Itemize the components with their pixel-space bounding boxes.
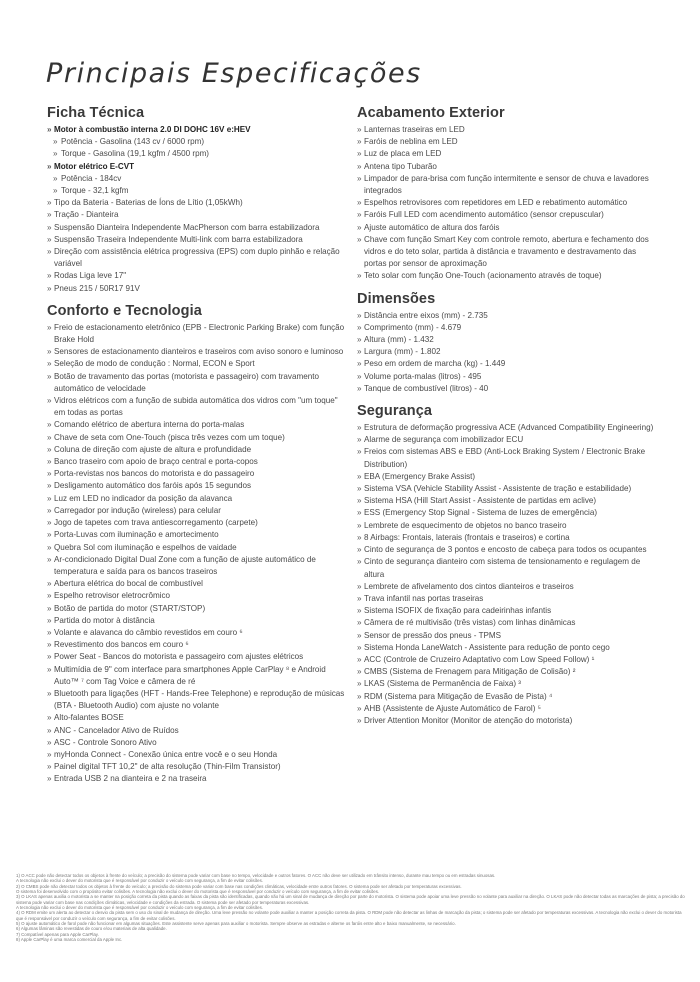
spec-item: » Faróis de neblina em LED	[357, 136, 657, 148]
spec-item: » Cinto de segurança dianteiro com sistema de tensionamento e regulagem de altura	[357, 556, 657, 580]
footnote-line: 2) O CMBS pode não detectar todos os objetos à frente do veículo; a precisão do sistema pode variar com base nas condições climáticas, velocidade entre outros fatores. O sistema pode ser afetado por temperaturas excessivas.	[16, 883, 462, 889]
spec-item: » Carregador por indução (wireless) para celular	[47, 505, 347, 517]
spec-item: » Potência - Gasolina (143 cv / 6000 rpm)	[47, 136, 347, 148]
spec-item: » Potência - 184cv	[47, 173, 347, 185]
spec-item: » Comando elétrico de abertura interna do porta-malas	[47, 419, 347, 431]
spec-item: » Volante e alavanca do câmbio revestidos em couro ⁶	[47, 627, 347, 639]
spec-item: » ESS (Emergency Stop Signal - Sistema de luzes de emergência)	[357, 507, 657, 519]
spec-item: » Chave de seta com One-Touch (pisca três vezes com um toque)	[47, 432, 347, 444]
spec-item: » AHB (Assistente de Ajuste Automático de Farol) ⁵	[357, 703, 657, 715]
spec-item: » Direção com assistência elétrica progressiva (EPS) com duplo pinhão e relação variável	[47, 246, 347, 270]
spec-item: » Sistema ISOFIX de fixação para cadeirinhas infantis	[357, 605, 657, 617]
spec-item: » Freio de estacionamento eletrônico (EPB - Electronic Parking Brake) com função Brake Hold	[47, 322, 347, 346]
spec-item: » Alto-falantes BOSE	[47, 712, 347, 724]
footnote-line: 1) O ACC pode não detectar todos os objetos à frente do veículo; a precisão do sistema pode variar com base no tempo, velocidade e outros fatores. O ACC não deve ser utilizado em trânsito intenso, durante mau tempo ou em estradas sinuosas.	[16, 873, 496, 878]
spec-item: » Sensor de pressão dos pneus - TPMS	[357, 630, 657, 642]
spec-item: » Antena tipo Tubarão	[357, 161, 657, 173]
spec-item: » Power Seat - Bancos do motorista e passageiro com ajustes elétricos	[47, 651, 347, 663]
spec-item: » Motor à combustão interna 2.0 DI DOHC 16V e:HEV	[47, 124, 347, 136]
spec-item: » Motor elétrico E-CVT	[47, 161, 347, 173]
footnote-line: A tecnologia não exclui o dever do motorista que é responsável por conduzir o veículo com segurança, a fim de evitar colisões.	[16, 878, 263, 884]
spec-item: » Altura (mm) - 1.432	[357, 334, 657, 346]
spec-item: » CMBS (Sistema de Frenagem para Mitigação de Colisão) ²	[357, 666, 657, 678]
spec-item: » Teto solar com função One-Touch (acionamento através de toque)	[357, 270, 657, 282]
spec-item: » Largura (mm) - 1.802	[357, 346, 657, 358]
right-column	[357, 104, 657, 727]
spec-item: » Suspensão Dianteira Independente MacPherson com barra estabilizadora	[47, 222, 347, 234]
spec-item: » Luz de placa em LED	[357, 148, 657, 160]
spec-item: » Pneus 215 / 50R17 91V	[47, 283, 347, 295]
section-dimensoes	[357, 290, 657, 395]
footnote-line: 4) O RDM emite um alerta ao detectar o desvio da pista sem o uso do sinal de mudança de direção. Uma leve pressão no volante pode auxiliar a manter a posição correta da pista. O RDM pode não detectar as linhas de marcação da pista; o sistema pode ser afetado por temperaturas excessivas. A tecnologia não exclui o dever do motorista que é responsável por conduzir o veículo com segurança, a fim de evitar colisões.	[16, 910, 682, 921]
spec-item: » Coluna de direção com ajuste de altura e profundidade	[47, 444, 347, 456]
spec-item: » Botão de travamento das portas (motorista e passageiro) com travamento automático de velocidade	[47, 371, 347, 395]
spec-item: » Multimídia de 9" com interface para smartphones Apple CarPlay ⁸ e Android Auto™ ⁷ com Tag Voice e câmera de ré	[47, 664, 347, 688]
footnote-line: 7) Compatível apenas para Apple CarPlay.	[16, 931, 99, 937]
spec-item: » Suspensão Traseira Independente Multi-link com barra estabilizadora	[47, 234, 347, 246]
section-ficha-tecnica	[47, 104, 347, 295]
spec-item: » Sistema Honda LaneWatch - Assistente para redução de ponto cego	[357, 642, 657, 654]
spec-list	[357, 124, 657, 283]
spec-item: » Sistema VSA (Vehicle Stability Assist - Assistente de tração e estabilidade)	[357, 483, 657, 495]
section-title: Ficha Técnica	[47, 105, 145, 121]
spec-item: » Seleção de modo de condução : Normal, ECON e Sport	[47, 358, 347, 370]
spec-item: » Lembrete de afivelamento dos cintos dianteiros e traseiros	[357, 581, 657, 593]
spec-item: » Revestimento dos bancos em couro ⁶	[47, 639, 347, 651]
spec-item: » Driver Attention Monitor (Monitor de atenção do motorista)	[357, 715, 657, 727]
spec-item: » Sensores de estacionamento dianteiros e traseiros com aviso sonoro e luminoso	[47, 346, 347, 358]
footnote-line: A tecnologia não exclui o dever do motorista que é responsável por conduzir o veículo com segurança, a fim de evitar colisões.	[16, 905, 263, 911]
spec-item: » Bluetooth para ligações (HFT - Hands-Free Telephone) e reprodução de músicas (BTA - Bluetooth Audio) com ajuste no volante	[47, 688, 347, 712]
spec-item: » Torque - Gasolina (19,1 kgfm / 4500 rpm)	[47, 148, 347, 160]
spec-item: » 8 Airbags: Frontais, laterais (frontais e traseiros) e cortina	[357, 532, 657, 544]
spec-item: » Freios com sistemas ABS e EBD (Anti-Lock Braking System / Electronic Brake Distribution)	[357, 446, 657, 470]
spec-item: » Rodas Liga leve 17"	[47, 270, 347, 282]
spec-item: » Lanternas traseiras em LED	[357, 124, 657, 136]
spec-item: » Limpador de para-brisa com função intermitente e sensor de chuva e lavadores integrados	[357, 173, 657, 197]
section-conforto-e-tecnologia	[47, 302, 347, 786]
section-title: Acabamento Exterior	[357, 105, 505, 121]
spec-item: » Desligamento automático dos faróis após 15 segundos	[47, 480, 347, 492]
spec-item: » Tanque de combustível (litros) - 40	[357, 383, 657, 395]
spec-list	[357, 422, 657, 727]
spec-item: » Volume porta-malas (litros) - 495	[357, 371, 657, 383]
spec-item: » Comprimento (mm) - 4.679	[357, 322, 657, 334]
spec-item: » Chave com função Smart Key com controle remoto, abertura e fechamento dos vidros e do teto solar, partida à distância e travamento e destravamento das portas por sensor de aproximação	[357, 234, 657, 271]
spec-item: » Peso em ordem de marcha (kg) - 1.449	[357, 358, 657, 370]
spec-item: » Vidros elétricos com a função de subida automática dos vidros com "um toque" em todas as portas	[47, 395, 347, 419]
spec-item: » Distância entre eixos (mm) - 2.735	[357, 310, 657, 322]
section-title: Segurança	[357, 403, 433, 420]
spec-item: » Jogo de tapetes com trava antiescorregamento (carpete)	[47, 517, 347, 529]
spec-list	[357, 310, 657, 395]
footnote-line: 8) Apple CarPlay é uma marca comercial da Apple Inc.	[16, 937, 123, 943]
spec-item: » Ajuste automático de altura dos faróis	[357, 222, 657, 234]
section-acabamento-exterior	[357, 104, 657, 283]
spec-item: » Câmera de ré multivisão (três vistas) com linhas dinâmicas	[357, 617, 657, 629]
spec-item: » ACC (Controle de Cruzeiro Adaptativo com Low Speed Follow) ¹	[357, 654, 657, 666]
spec-item: » Espelhos retrovisores com repetidores em LED e rebatimento automático	[357, 197, 657, 209]
spec-item: » Abertura elétrica do bocal de combustível	[47, 578, 347, 590]
spec-item: » Ar-condicionado Digital Dual Zone com a função de ajuste automático de temperatura e saída para os bancos traseiros	[47, 554, 347, 578]
spec-item: » Painel digital TFT 10,2" de alta resolução (Thin-Film Transistor)	[47, 761, 347, 773]
spec-item: » Botão de partida do motor (START/STOP)	[47, 603, 347, 615]
section-seguranca	[357, 402, 657, 727]
spec-item: » Alarme de segurança com imobilizador ECU	[357, 434, 657, 446]
left-column	[47, 104, 347, 786]
spec-item: » Tração - Dianteira	[47, 209, 347, 221]
spec-item: » Sistema HSA (Hill Start Assist - Assistente de partidas em aclive)	[357, 495, 657, 507]
section-title: Conforto e Tecnologia	[47, 302, 202, 319]
spec-item: » Torque - 32,1 kgfm	[47, 185, 347, 197]
spec-item: » Espelho retrovisor eletrocrômico	[47, 590, 347, 602]
spec-item: » Trava infantil nas portas traseiras	[357, 593, 657, 605]
page-title: Principais Especificações	[46, 58, 422, 90]
footnotes	[16, 873, 688, 942]
spec-item: » Faróis Full LED com acendimento automático (sensor crepuscular)	[357, 209, 657, 221]
spec-item: » EBA (Emergency Brake Assist)	[357, 471, 657, 483]
spec-item: » Tipo da Bateria - Baterias de Íons de Lítio (1,05kWh)	[47, 197, 347, 209]
section-title: Dimensões	[357, 290, 436, 307]
spec-item: » Estrutura de deformação progressiva ACE (Advanced Compatibility Engineering)	[357, 422, 657, 434]
spec-list	[47, 124, 347, 295]
spec-list	[47, 322, 347, 786]
footnote-line: 3) O LKAS apenas auxilia o motorista a se manter na posição correta da pista quando as faixas da pista são identificadas, quando não há um sinal de mudança de direção por parte do motorista. O sistema pode apoiar uma leve pressão no volante para auxiliar na direção. O LKAS pode não detectar todas as marcações de pista; a precisão do sistema pode variar com base nas condições climáticas, velocidade e condições da estrada. O sistema pode ser afetado por temperaturas excessivas.	[16, 894, 685, 905]
spec-item: » RDM (Sistema para Mitigação de Evasão de Pista) ⁴	[357, 691, 657, 703]
spec-item: » ANC - Cancelador Ativo de Ruídos	[47, 725, 347, 737]
footnote-line: O sistema foi desenvolvido com o propósito evitar colisões. A tecnologia não exclui o dever do motorista que é responsável por conduzir o veículo com segurança, a fim de evitar colisões.	[16, 889, 380, 895]
spec-item: » Luz em LED no indicador da posição da alavanca	[47, 493, 347, 505]
spec-item: » Porta-Luvas com iluminação e amortecimento	[47, 529, 347, 541]
spec-item: » Lembrete de esquecimento de objetos no banco traseiro	[357, 520, 657, 532]
spec-item: » Banco traseiro com apoio de braço central e porta-copos	[47, 456, 347, 468]
spec-item: » myHonda Connect - Conexão única entre você e o seu Honda	[47, 749, 347, 761]
spec-item: » ASC - Controle Sonoro Ativo	[47, 737, 347, 749]
spec-item: » Quebra Sol com iluminação e espelhos de vaidade	[47, 542, 347, 554]
spec-item: » Porta-revistas nos bancos do motorista e do passageiro	[47, 468, 347, 480]
footnote-line: 5) O ajuste automático de farol pode não funcionar em algumas situações. Este assistente serve apenas para auxiliar o motorista. Sempre observe as estradas e alterne os faróis entre alto e baixo manualmente, se necessário.	[16, 921, 456, 927]
spec-item: » Entrada USB 2 na dianteira e 2 na traseira	[47, 773, 347, 785]
footnote-line: 6) Algumas lâminas são revestidas de couro e/ou materiais de alta qualidade.	[16, 926, 167, 932]
spec-item: » LKAS (Sistema de Permanência de Faixa) ³	[357, 678, 657, 690]
spec-item: » Cinto de segurança de 3 pontos e encosto de cabeça para todos os ocupantes	[357, 544, 657, 556]
spec-item: » Partida do motor à distância	[47, 615, 347, 627]
